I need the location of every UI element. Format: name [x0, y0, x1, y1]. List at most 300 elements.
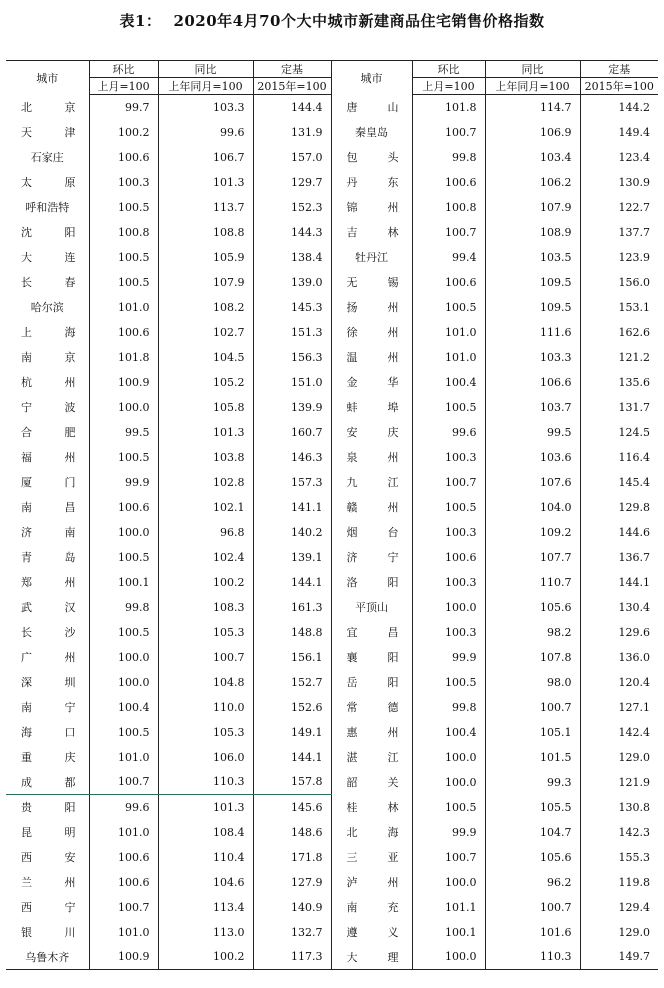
yoy-value-cell: 100.2 [158, 945, 253, 970]
yoy-value-cell: 96.2 [485, 870, 580, 895]
yoy-value-cell: 98.0 [485, 670, 580, 695]
fixed-value-cell: 124.5 [580, 420, 658, 445]
fixed-value-cell: 129.6 [580, 620, 658, 645]
fixed-value-cell: 157.0 [253, 145, 331, 170]
table-row [6, 945, 658, 970]
city-cell: 南充 [331, 895, 412, 920]
table-row [6, 195, 658, 220]
fixed-base-header: 2015年=100 [253, 78, 331, 95]
fixed-value-cell: 136.7 [580, 545, 658, 570]
city-cell: 锦州 [331, 195, 412, 220]
fixed-value-cell: 152.6 [253, 695, 331, 720]
city-cell: 青岛 [21, 551, 76, 564]
table-row [6, 470, 658, 495]
mom-value-cell: 99.8 [412, 695, 485, 720]
yoy-value-cell: 101.3 [158, 170, 253, 195]
fixed-value-cell: 123.4 [580, 145, 658, 170]
city-cell: 乌鲁木齐 [6, 945, 89, 970]
mom-value-cell: 100.6 [412, 270, 485, 295]
mom-value-cell: 100.2 [89, 120, 158, 145]
table-row [6, 570, 658, 595]
city-cell: 济宁 [331, 545, 412, 570]
mom-value-cell: 101.0 [89, 820, 158, 845]
table-row [6, 120, 658, 145]
city-cell: 贵阳 [21, 801, 76, 815]
table-row [6, 420, 658, 445]
yoy-value-cell: 105.3 [158, 620, 253, 645]
yoy-value-cell: 101.6 [485, 920, 580, 945]
city-cell: 北海 [331, 820, 412, 845]
yoy-value-cell: 104.8 [158, 670, 253, 695]
table-row [6, 320, 658, 345]
city-cell: 温州 [331, 345, 412, 370]
yoy-value-cell: 109.5 [485, 270, 580, 295]
yoy-value-cell: 106.0 [158, 745, 253, 770]
mom-value-cell: 100.0 [412, 945, 485, 970]
mom-value-cell: 99.8 [412, 145, 485, 170]
mom-value-cell: 100.9 [89, 945, 158, 970]
fixed-value-cell: 155.3 [580, 845, 658, 870]
mom-value-cell: 100.0 [412, 770, 485, 795]
yoy-value-cell: 110.0 [158, 695, 253, 720]
price-index-table [6, 60, 658, 970]
fixed-value-cell: 129.0 [580, 745, 658, 770]
table-row [6, 95, 658, 120]
city-cell: 郑州 [21, 576, 76, 589]
yoy-value-cell: 99.5 [485, 420, 580, 445]
fixed-value-cell: 148.8 [253, 620, 331, 645]
city-cell: 遵义 [331, 920, 412, 945]
table-title: 2020年4月70个大中城市新建商品住宅销售价格指数 [173, 12, 545, 30]
yoy-value-cell: 108.3 [158, 595, 253, 620]
table-row [6, 770, 658, 795]
city-cell: 成都 [6, 770, 89, 795]
city-cell: 大连 [21, 251, 76, 264]
mom-value-cell: 100.0 [89, 670, 158, 695]
city-cell: 赣州 [331, 495, 412, 520]
mom-value-cell: 99.9 [89, 470, 158, 495]
yoy-value-cell: 101.5 [485, 745, 580, 770]
fixed-value-cell: 120.4 [580, 670, 658, 695]
fixed-header: 定基 [580, 61, 658, 78]
table-row [6, 670, 658, 695]
yoy-value-cell: 105.5 [485, 795, 580, 820]
city-cell: 蚌埠 [331, 395, 412, 420]
city-cell: 安庆 [331, 420, 412, 445]
city-cell: 北京 [21, 101, 76, 114]
mom-value-cell: 100.3 [412, 620, 485, 645]
mom-value-cell: 100.4 [412, 720, 485, 745]
mom-value-cell: 100.1 [412, 920, 485, 945]
mom-value-cell: 100.0 [412, 745, 485, 770]
table-row [6, 645, 658, 670]
fixed-value-cell: 145.3 [253, 295, 331, 320]
mom-value-cell: 100.5 [89, 545, 158, 570]
fixed-value-cell: 132.7 [253, 920, 331, 945]
fixed-value-cell: 144.2 [580, 95, 658, 120]
city-cell: 重庆 [21, 751, 76, 764]
fixed-value-cell: 156.3 [253, 345, 331, 370]
city-cell: 徐州 [331, 320, 412, 345]
mom-value-cell: 99.8 [89, 595, 158, 620]
fixed-value-cell: 139.1 [253, 545, 331, 570]
fixed-value-cell: 153.1 [580, 295, 658, 320]
mom-value-cell: 100.6 [89, 145, 158, 170]
yoy-value-cell: 96.8 [158, 520, 253, 545]
city-cell: 岳阳 [331, 670, 412, 695]
table-row [6, 870, 658, 895]
yoy-value-cell: 100.7 [485, 695, 580, 720]
city-cell: 长春 [21, 276, 76, 289]
yoy-value-cell: 100.7 [158, 645, 253, 670]
mom-header: 环比 [412, 61, 485, 78]
yoy-value-cell: 106.7 [158, 145, 253, 170]
city-cell: 金华 [331, 370, 412, 395]
fixed-value-cell: 129.4 [580, 895, 658, 920]
fixed-value-cell: 137.7 [580, 220, 658, 245]
mom-value-cell: 100.7 [89, 895, 158, 920]
yoy-value-cell: 103.3 [158, 95, 253, 120]
fixed-value-cell: 149.4 [580, 120, 658, 145]
city-cell: 杭州 [21, 376, 76, 389]
table-row [6, 495, 658, 520]
fixed-value-cell: 131.7 [580, 395, 658, 420]
fixed-value-cell: 130.4 [580, 595, 658, 620]
yoy-value-cell: 99.3 [485, 770, 580, 795]
mom-value-cell: 101.0 [89, 745, 158, 770]
fixed-value-cell: 157.3 [253, 470, 331, 495]
yoy-value-cell: 98.2 [485, 620, 580, 645]
fixed-value-cell: 127.1 [580, 695, 658, 720]
mom-base-header: 上月=100 [89, 78, 158, 95]
city-cell: 福州 [21, 451, 76, 464]
yoy-value-cell: 102.7 [158, 320, 253, 345]
yoy-value-cell: 102.8 [158, 470, 253, 495]
header-row [6, 61, 658, 78]
city-cell: 宁波 [21, 401, 76, 414]
fixed-value-cell: 138.4 [253, 245, 331, 270]
page-title [0, 10, 664, 31]
mom-value-cell: 100.3 [412, 520, 485, 545]
city-cell: 合肥 [21, 426, 76, 439]
fixed-value-cell: 116.4 [580, 445, 658, 470]
mom-value-cell: 100.6 [89, 845, 158, 870]
city-cell: 上海 [21, 326, 76, 339]
fixed-value-cell: 136.0 [580, 645, 658, 670]
fixed-value-cell: 162.6 [580, 320, 658, 345]
mom-value-cell: 99.5 [89, 420, 158, 445]
mom-value-cell: 100.5 [412, 795, 485, 820]
mom-value-cell: 100.6 [89, 495, 158, 520]
yoy-base-header: 上年同月=100 [158, 78, 253, 95]
fixed-value-cell: 129.7 [253, 170, 331, 195]
city-cell: 南京 [21, 351, 76, 364]
mom-value-cell: 100.7 [412, 220, 485, 245]
fixed-value-cell: 156.0 [580, 270, 658, 295]
table-row [6, 895, 658, 920]
fixed-value-cell: 161.3 [253, 595, 331, 620]
table-row [6, 545, 658, 570]
mom-value-cell: 100.7 [412, 470, 485, 495]
fixed-value-cell: 149.1 [253, 720, 331, 745]
fixed-value-cell: 144.4 [253, 95, 331, 120]
mom-value-cell: 99.9 [412, 645, 485, 670]
city-cell: 银川 [21, 926, 76, 939]
yoy-header: 同比 [158, 61, 253, 78]
fixed-value-cell: 140.9 [253, 895, 331, 920]
city-cell: 海口 [21, 726, 76, 739]
table-row [6, 445, 658, 470]
yoy-value-cell: 104.7 [485, 820, 580, 845]
city-cell: 昆明 [21, 826, 76, 839]
yoy-value-cell: 99.6 [158, 120, 253, 145]
mom-value-cell: 100.5 [89, 620, 158, 645]
table-row [6, 245, 658, 270]
table-row [6, 795, 658, 820]
table-row [6, 220, 658, 245]
fixed-header: 定基 [253, 61, 331, 78]
fixed-value-cell: 144.6 [580, 520, 658, 545]
yoy-value-cell: 105.8 [158, 395, 253, 420]
mom-base-header: 上月=100 [412, 78, 485, 95]
yoy-value-cell: 101.3 [158, 420, 253, 445]
fixed-value-cell: 148.6 [253, 820, 331, 845]
fixed-value-cell: 144.1 [253, 570, 331, 595]
mom-value-cell: 100.6 [89, 320, 158, 345]
yoy-value-cell: 103.3 [485, 345, 580, 370]
fixed-value-cell: 141.1 [253, 495, 331, 520]
city-cell: 惠州 [331, 720, 412, 745]
city-cell: 南宁 [21, 701, 76, 714]
table-row [6, 720, 658, 745]
city-cell: 扬州 [331, 295, 412, 320]
yoy-value-cell: 111.6 [485, 320, 580, 345]
mom-value-cell: 101.8 [89, 345, 158, 370]
city-cell: 太原 [21, 176, 76, 189]
yoy-value-cell: 110.4 [158, 845, 253, 870]
mom-value-cell: 100.0 [412, 595, 485, 620]
city-cell: 南昌 [21, 501, 76, 514]
yoy-value-cell: 106.6 [485, 370, 580, 395]
yoy-value-cell: 107.9 [485, 195, 580, 220]
yoy-value-cell: 110.3 [158, 770, 253, 795]
mom-value-cell: 100.7 [412, 845, 485, 870]
city-cell: 深圳 [21, 676, 76, 689]
yoy-value-cell: 113.7 [158, 195, 253, 220]
mom-value-cell: 100.3 [412, 445, 485, 470]
fixed-value-cell: 129.0 [580, 920, 658, 945]
fixed-value-cell: 130.8 [580, 795, 658, 820]
fixed-value-cell: 144.3 [253, 220, 331, 245]
mom-value-cell: 100.5 [89, 195, 158, 220]
mom-value-cell: 101.0 [89, 920, 158, 945]
fixed-base-header: 2015年=100 [580, 78, 658, 95]
city-cell: 呼和浩特 [25, 201, 70, 214]
city-cell: 天津 [21, 126, 76, 139]
mom-value-cell: 101.8 [412, 95, 485, 120]
fixed-value-cell: 122.7 [580, 195, 658, 220]
city-cell: 湛江 [331, 745, 412, 770]
yoy-value-cell: 103.8 [158, 445, 253, 470]
yoy-value-cell: 107.7 [485, 545, 580, 570]
fixed-value-cell: 146.3 [253, 445, 331, 470]
mom-value-cell: 100.5 [412, 395, 485, 420]
fixed-value-cell: 156.1 [253, 645, 331, 670]
yoy-value-cell: 107.9 [158, 270, 253, 295]
mom-value-cell: 100.0 [89, 645, 158, 670]
yoy-value-cell: 109.5 [485, 295, 580, 320]
yoy-value-cell: 109.2 [485, 520, 580, 545]
yoy-value-cell: 113.0 [158, 920, 253, 945]
yoy-value-cell: 105.1 [485, 720, 580, 745]
fixed-value-cell: 139.9 [253, 395, 331, 420]
yoy-value-cell: 108.8 [158, 220, 253, 245]
city-cell: 哈尔滨 [30, 301, 64, 314]
yoy-value-cell: 103.6 [485, 445, 580, 470]
mom-value-cell: 100.6 [412, 545, 485, 570]
table-row [6, 370, 658, 395]
yoy-value-cell: 105.6 [485, 845, 580, 870]
mom-value-cell: 100.5 [412, 670, 485, 695]
table-row [6, 845, 658, 870]
yoy-value-cell: 103.4 [485, 145, 580, 170]
table-row [6, 170, 658, 195]
fixed-value-cell: 171.8 [253, 845, 331, 870]
yoy-value-cell: 108.4 [158, 820, 253, 845]
mom-value-cell: 100.4 [89, 695, 158, 720]
table-row [6, 920, 658, 945]
city-cell: 兰州 [21, 876, 76, 889]
city-cell: 丹东 [331, 170, 412, 195]
fixed-value-cell: 131.9 [253, 120, 331, 145]
mom-value-cell: 101.0 [412, 345, 485, 370]
fixed-value-cell: 119.8 [580, 870, 658, 895]
city-cell: 平顶山 [331, 595, 412, 620]
fixed-value-cell: 121.9 [580, 770, 658, 795]
mom-value-cell: 100.0 [89, 395, 158, 420]
table-row [6, 520, 658, 545]
fixed-value-cell: 157.8 [253, 770, 331, 795]
city-cell: 秦皇岛 [331, 120, 412, 145]
mom-value-cell: 101.1 [412, 895, 485, 920]
table-row [6, 745, 658, 770]
yoy-value-cell: 102.1 [158, 495, 253, 520]
yoy-value-cell: 102.4 [158, 545, 253, 570]
city-cell: 武汉 [21, 601, 76, 614]
yoy-value-cell: 106.9 [485, 120, 580, 145]
mom-value-cell: 100.5 [89, 445, 158, 470]
fixed-value-cell: 144.1 [253, 745, 331, 770]
yoy-value-cell: 100.7 [485, 895, 580, 920]
city-cell: 三亚 [331, 845, 412, 870]
city-cell: 襄阳 [331, 645, 412, 670]
city-cell: 洛阳 [331, 570, 412, 595]
city-cell: 石家庄 [30, 151, 64, 164]
fixed-value-cell: 145.4 [580, 470, 658, 495]
table-row [6, 145, 658, 170]
yoy-value-cell: 100.2 [158, 570, 253, 595]
mom-value-cell: 101.0 [412, 320, 485, 345]
yoy-value-cell: 104.0 [485, 495, 580, 520]
city-header: 城市 [6, 61, 89, 95]
yoy-value-cell: 107.8 [485, 645, 580, 670]
yoy-value-cell: 105.3 [158, 720, 253, 745]
city-cell: 烟台 [331, 520, 412, 545]
city-cell: 无锡 [331, 270, 412, 295]
yoy-value-cell: 107.6 [485, 470, 580, 495]
mom-value-cell: 99.6 [89, 795, 158, 820]
fixed-value-cell: 142.3 [580, 820, 658, 845]
mom-value-cell: 100.0 [412, 870, 485, 895]
table-row [6, 295, 658, 320]
mom-value-cell: 100.5 [89, 270, 158, 295]
fixed-value-cell: 152.7 [253, 670, 331, 695]
fixed-value-cell: 117.3 [253, 945, 331, 970]
city-cell: 牡丹江 [331, 245, 412, 270]
city-cell: 厦门 [21, 476, 76, 489]
yoy-value-cell: 101.3 [158, 795, 253, 820]
city-cell: 济南 [21, 526, 76, 539]
mom-value-cell: 99.4 [412, 245, 485, 270]
city-cell: 长沙 [21, 626, 76, 639]
city-cell: 吉林 [331, 220, 412, 245]
fixed-value-cell: 144.1 [580, 570, 658, 595]
mom-value-cell: 100.9 [89, 370, 158, 395]
yoy-value-cell: 105.9 [158, 245, 253, 270]
city-cell: 泉州 [331, 445, 412, 470]
table-label: 表1： [119, 12, 162, 30]
fixed-value-cell: 160.7 [253, 420, 331, 445]
mom-value-cell: 100.5 [412, 295, 485, 320]
city-cell: 宜昌 [331, 620, 412, 645]
yoy-value-cell: 113.4 [158, 895, 253, 920]
city-cell: 常德 [331, 695, 412, 720]
mom-value-cell: 99.9 [412, 820, 485, 845]
table-row [6, 620, 658, 645]
mom-value-cell: 100.7 [412, 120, 485, 145]
table-row [6, 270, 658, 295]
yoy-value-cell: 110.3 [485, 945, 580, 970]
fixed-value-cell: 151.0 [253, 370, 331, 395]
mom-value-cell: 100.5 [89, 720, 158, 745]
table-row [6, 695, 658, 720]
table-row [6, 595, 658, 620]
yoy-value-cell: 103.5 [485, 245, 580, 270]
city-cell: 沈阳 [21, 226, 76, 239]
yoy-value-cell: 106.2 [485, 170, 580, 195]
fixed-value-cell: 145.6 [253, 795, 331, 820]
fixed-value-cell: 127.9 [253, 870, 331, 895]
city-cell: 西宁 [21, 901, 76, 914]
mom-value-cell: 100.3 [89, 170, 158, 195]
fixed-value-cell: 123.9 [580, 245, 658, 270]
yoy-value-cell: 110.7 [485, 570, 580, 595]
fixed-value-cell: 149.7 [580, 945, 658, 970]
fixed-value-cell: 140.2 [253, 520, 331, 545]
fixed-value-cell: 129.8 [580, 495, 658, 520]
yoy-value-cell: 114.7 [485, 95, 580, 120]
fixed-value-cell: 152.3 [253, 195, 331, 220]
city-cell: 九江 [331, 470, 412, 495]
mom-value-cell: 100.6 [412, 170, 485, 195]
yoy-value-cell: 105.2 [158, 370, 253, 395]
city-cell: 西安 [21, 851, 76, 864]
city-cell: 广州 [21, 651, 76, 664]
mom-value-cell: 99.7 [89, 95, 158, 120]
mom-value-cell: 100.5 [89, 245, 158, 270]
mom-value-cell: 100.7 [89, 770, 158, 795]
yoy-value-cell: 105.6 [485, 595, 580, 620]
